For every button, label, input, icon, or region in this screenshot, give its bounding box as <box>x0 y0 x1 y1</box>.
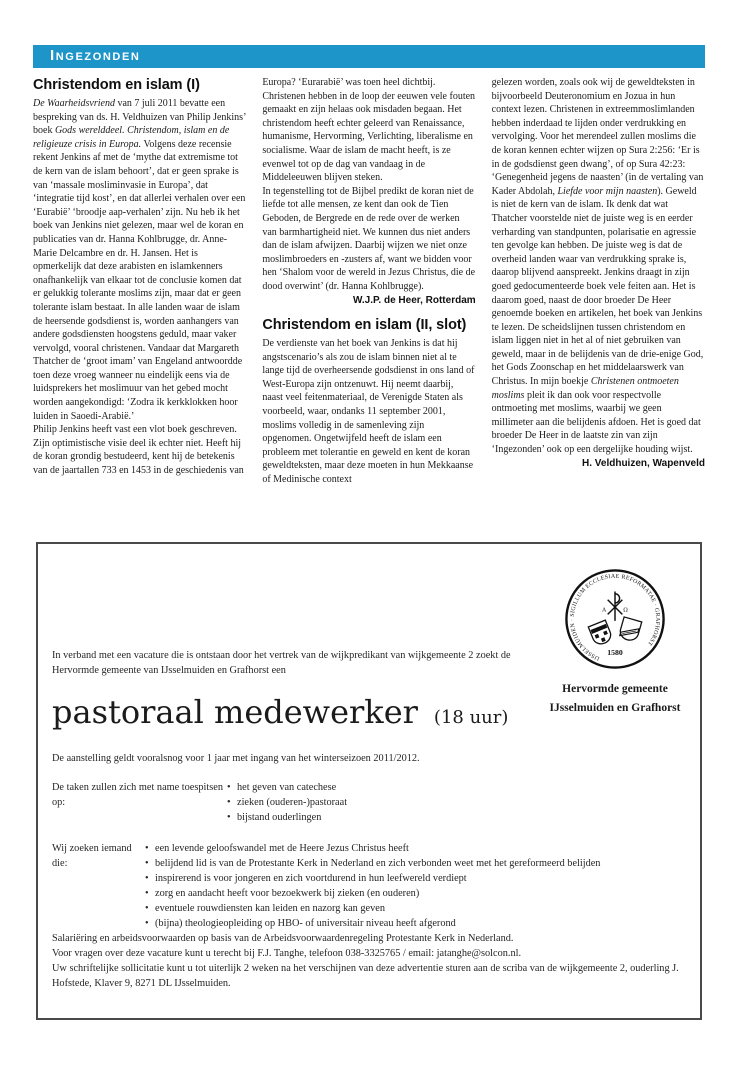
profile-item: • een levende geloofswandel met de Heere Jezus Christus heeft <box>145 841 686 856</box>
letters-columns <box>33 76 705 542</box>
profile-label: Wij zoeken iemand die: <box>52 843 132 869</box>
profile-item: • belijdend lid is van de Protestante Kerk in Nederland en zich verbonden weet met het gereformeerd belijden <box>145 856 686 871</box>
article-column-3 <box>492 76 705 542</box>
profile-item: • zorg en aandacht heeft voor bezoekwerk bij zieken (en ouderen) <box>145 886 686 901</box>
section-title: Ingezonden <box>50 47 141 64</box>
profile-row <box>52 841 686 931</box>
vacancy-ad <box>36 542 702 1020</box>
article-paragraph: De Waarheidsvriend van 7 juli 2011 bevatte een bespreking van ds. H. Veldhuizen van Philip Jenkins’ boek Gods werelddeel. Christendom, islam en de religieuze crisis in Europa. Volgens deze recensie rekent Jenkins af met de ‘mythe dat extremisme tot de kern van de islam behoort’, dat er geen sprake is van ‘massale mosliminvasie in Europa’, dat ‘integratie tijd kost’, en dat allerlei verhalen over een ‘Eurabië’ ‘broodje aap-verhalen’ zijn. Nu heb ik het boek van Jenkins niet gelezen, maar wel de koran en publicaties van dr. Hanna Kohlbrugge, dr. Anne-Marie Delcambre en dr. H. Jansen. Het is opmerkelijk dat deze arabisten en islamkenners onafhankelijk van elkaar tot de conclusie komen dat er gelukkig tolerante moslims zijn, maar dat er geen tolerante islam bestaat. In alle landen waar de islam de heersende godsdienst is, worden aanhangers van andere godsdiensten hoogstens geduld, maar vaker vervolgd, vooral christenen. Vandaar dat Margareth Thatcher de ‘groot imam’ van Engeland antwoordde toen deze vroeg wanneer nu eindelijk eens via de luidsprekers het moslimuur van het gebed mocht worden aangekondigd: ‘Zodra ik kerkklokken hoor luiden in Saoedi-Arabië.’ <box>33 98 246 422</box>
article-column-1 <box>33 76 246 542</box>
article-column-2 <box>262 76 475 542</box>
tasks-list <box>227 780 686 825</box>
task-item: • het geven van catechese <box>227 780 686 795</box>
job-hours: (18 uur) <box>433 707 509 728</box>
tasks-row <box>52 780 686 825</box>
church-seal-logo <box>560 564 670 674</box>
contact-text: Voor vragen over deze vacature kunt u terecht bij F.J. Tanghe, telefoon 038-3325765 / email: jatanghe@solcon.nl. <box>52 948 522 959</box>
profile-item: • inspirerend is voor jongeren en zich voortdurend in hun leefwereld verdiept <box>145 871 686 886</box>
task-item: • bijstand ouderlingen <box>227 810 686 825</box>
vacancy-intro: In verband met een vacature die is ontstaan door het vertrek van de wijkpredikant van wijkgemeente 2 zoekt de Hervormde gemeente van IJsselmuiden en Grafhorst een <box>52 650 511 676</box>
section-header <box>33 45 705 68</box>
org-name-line1: Hervormde gemeente <box>562 683 668 695</box>
task-item: • zieken (ouderen-)pastoraat <box>227 795 686 810</box>
article-paragraph: gelezen worden, zoals ook wij de geweldteksten in bijvoorbeeld Deuteronomium en Jozua in hun context lezen. Christenen in extreemmoslimlanden hebben inderdaad te lijden onder verdrukking en vervolging. Voor het merendeel zullen moslims die de koran kennen echter wijzen op Sura 2:256: ‘Er is in de godsdienst geen dwang’, of op Sura 42:23: ‘Genegenheid jegens de naasten’ (in de vertaling van Kader Abdolah, Liefde voor mijn naasten). Geweld is niet de kern van de islam. Ik denk dat wat Thatcher voorstelde niet de juiste weg is en eerder verharding van standpunten, polarisatie en agressie ten gevolge kan hebben. De juiste weg is dat de overheid landen waar van verdrukking sprake is, daarop blijvend aanspreekt. Jenkins draagt in zijn goed gedocumenteerde boek vele feiten aan. Het is daarom goed, naast de door broeder De Heer genoemde boeken en artikelen, het boek van Jenkins te lezen. De scheidslijnen tussen christendom en islam liggen niet in het al of niet gebruiken van geweld, maar in de belijdenis van de drie-enige God, het Gods Zoonschap en het middelaarswerk van Christus. In mijn boekje Christenen ontmoeten moslims pleit ik dan ook voor respectvolle ontmoeting met moslims, waarbij we geen millimeter aan die belijdenis afdoen. Het is goed dat broeder De Heer in de laatste zin van zijn ‘Ingezonden’ ook op een dergelijke houding wijst. <box>491 77 704 456</box>
salary-text: Salariëring en arbeidsvoorwaarden op basis van de Arbeidsvoorwaardenregeling Protestante Kerk in Nederland. <box>52 933 514 944</box>
article-title: Christendom en islam (I) <box>33 77 200 93</box>
article-paragraph: In tegenstelling tot de Bijbel predikt de koran niet de liefde tot alle mensen, ze kent dan ook de Tien Geboden, de Bergrede en de rede over de werken van barmhartigheid niet. We kunnen dus niet anders dan de islam afwijzen. Daarbij wijzen we niet onze moslimbroeders en -zusters af, want we bidden voor hen ‘Shalom voor de wereld in Jezus Christus, die de dood overwint’ (dr. Hanna Kohlbrugge). <box>262 185 476 292</box>
org-name-line2: IJsselmuiden en Grafhorst <box>549 702 681 714</box>
profile-item: • eventuele rouwdiensten kan leiden en nazorg kan geven <box>145 901 686 916</box>
job-title: pastoraal medewerker <box>52 693 418 731</box>
seal-ring-text: IJSSELMUIDEN · SIGILLUM ECCLESIAE REFORMATAE · GRAFHORST <box>569 573 661 662</box>
tasks-label: De taken zullen zich met name toespitsen op: <box>52 782 223 808</box>
letter-signature: H. Veldhuizen, Wapenveld <box>582 457 705 469</box>
profile-item: • (bijna) theologieopleiding op HBO- of universitair niveau heeft afgerond <box>145 916 686 931</box>
article-paragraph: Philip Jenkins heeft vast een vlot boek geschreven. Zijn optimistische visie deel ik echter niet. Heeft hij de koran grondig bestudeerd, kent hij de betekenis van de jaartallen 733 en 1453 in de geschiedenis van <box>33 424 244 477</box>
article-title: Christendom en islam (II, slot) <box>262 317 467 334</box>
church-seal-block <box>535 564 695 718</box>
omega-letter: Ω <box>623 607 628 614</box>
profile-list <box>145 841 686 931</box>
article-paragraph: De verdienste van het boek van Jenkins is dat hij angstscenario’s als zou de islam binnen niet al te lange tijd de overheersende godsdienst in ons land of West-Europa zijn ontzenuwt. Hij neemt daarbij, naast veel feitenmateriaal, de Verenigde Staten als voorbeeld, waar, ondanks 11 september 2001, moslims volledig in de samenleving zijn opgenomen. Ongetwijfeld heeft de islam een probleem met tolerantie en geweld en kent de koran geweldteksten, maar deze moeten in hun Mekkaanse of Medinische context <box>262 338 475 486</box>
appointment-text: De aanstelling geldt vooralsnog voor 1 jaar met ingang van het winterseizoen 2011/2012. <box>52 753 420 764</box>
alpha-letter: Α <box>602 607 607 614</box>
application-text: Uw schriftelijke sollicitatie kunt u tot uiterlijk 2 weken na het verschijnen van deze advertentie sturen aan de scriba van de wijkgemeente 2, ouderling J. Hofstede, Klaver 9, 8271 DL IJsselmuiden. <box>52 963 679 989</box>
seal-year: 1580 <box>607 647 623 657</box>
letter-signature: W.J.P. de Heer, Rotterdam <box>353 294 476 306</box>
article-paragraph: Europa? ‘Eurarabië’ was toen heel dichtbij. Christenen hebben in de loop der eeuwen vele fouten gemaakt en zijn helaas ook misdaden begaan. Het christendom heeft echter geleerd van Renaissance, humanisme, Hervorming, Verlichting, liberalisme en socialisme. Waar de islam de macht heeft, is ze evenwel tot op de dag van vandaag in de Middeleeuwen blijven steken. <box>262 77 476 184</box>
